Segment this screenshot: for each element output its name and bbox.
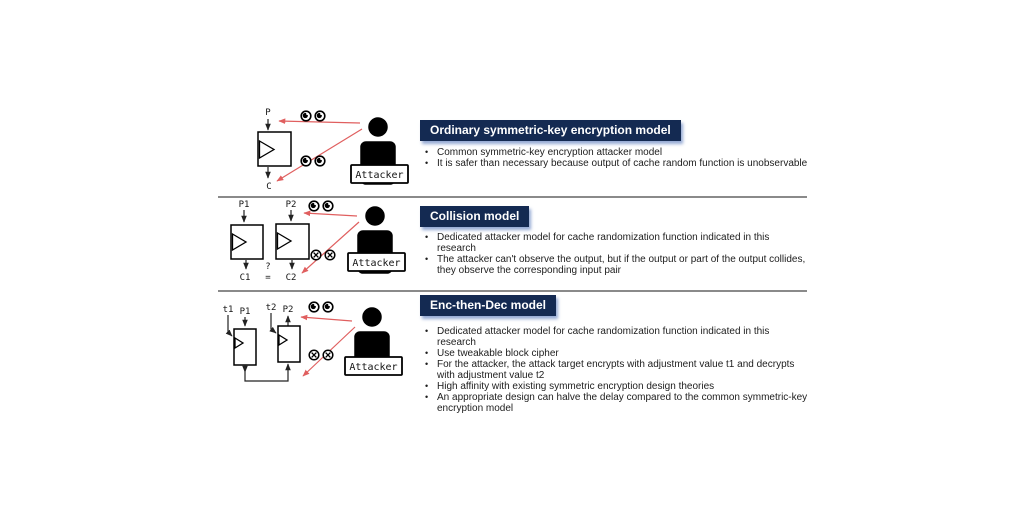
attacker-label: Attacker <box>352 258 401 269</box>
section-title-ordinary: Ordinary symmetric-key encryption model <box>420 120 681 141</box>
plaintext2-label: P2 <box>285 200 297 210</box>
crossed-eye-icon <box>323 350 333 360</box>
bullet-marker: • <box>425 232 429 242</box>
plaintext1-label: P1 <box>239 307 251 317</box>
bullet-marker: • <box>425 381 429 391</box>
eye-icon <box>301 111 311 121</box>
section-divider <box>218 290 807 292</box>
diagram-collision-model <box>220 196 415 288</box>
tweak2-arrow <box>271 313 276 333</box>
tweak1-arrow <box>228 315 232 336</box>
bullet-text: Common symmetric-key encryption attacker model <box>437 147 663 158</box>
bullet-text: Use tweakable block cipher <box>437 348 559 359</box>
bullet-item <box>420 381 810 392</box>
bullet-item <box>420 392 810 414</box>
plaintext-label: P <box>265 108 271 118</box>
ciphertext2-label: C2 <box>285 273 297 283</box>
attacker-label: Attacker <box>355 170 404 181</box>
bullet-text: High affinity with existing symmetric encryption design theories <box>437 381 715 392</box>
bullet-marker: • <box>425 254 429 264</box>
bullet-text: An appropriate design can halve the delay compared to the common symmetric-key encryption model <box>437 392 808 414</box>
bullet-list-ordinary <box>420 147 810 169</box>
equals-label: = <box>265 273 271 283</box>
diagram-ordinary-model <box>220 106 415 196</box>
bullet-list-enc-then-dec <box>420 326 810 414</box>
tweak1-label: t1 <box>222 305 234 315</box>
eye-icon <box>323 302 333 312</box>
observe-input-arrow <box>304 213 357 216</box>
bullet-item <box>420 158 810 169</box>
question-mark-label: ? <box>265 262 271 272</box>
eye-icon <box>315 156 325 166</box>
plaintext2-label: P2 <box>282 305 294 315</box>
bullet-item <box>420 326 810 348</box>
diagram-enc-then-dec-model <box>220 293 415 395</box>
crossed-eye-icon <box>325 250 335 260</box>
bullet-list-collision <box>420 232 810 276</box>
eye-icon <box>323 201 333 211</box>
bullet-item <box>420 232 810 254</box>
eye-icon <box>315 111 325 121</box>
section-title-collision: Collision model <box>420 206 529 227</box>
bullet-marker: • <box>425 326 429 336</box>
bullet-item <box>420 359 810 381</box>
ciphertext-label: C <box>266 182 272 192</box>
tweak2-label: t2 <box>265 303 277 313</box>
bullet-text: It is safer than necessary because output of cache random function is unobservable <box>437 158 808 169</box>
bullet-item <box>420 254 810 276</box>
bullet-marker: • <box>425 392 429 402</box>
attacker-figure <box>351 116 408 186</box>
enc-to-dec-connector <box>245 364 288 381</box>
crossed-eye-icon <box>309 350 319 360</box>
bullet-text: Dedicated attacker model for cache randomization function indicated in this research <box>437 232 770 254</box>
attacker-figure <box>345 306 402 376</box>
attacker-label: Attacker <box>349 362 398 373</box>
section-title-enc-then-dec: Enc-then-Dec model <box>420 295 556 316</box>
bullet-marker: • <box>425 348 429 358</box>
plaintext1-label: P1 <box>238 200 250 210</box>
bullet-marker: • <box>425 147 429 157</box>
eye-icon <box>309 201 319 211</box>
crossed-eye-icon <box>311 250 321 260</box>
bullet-item <box>420 147 810 158</box>
observe-input-arrow <box>301 317 352 321</box>
bullet-text: Dedicated attacker model for cache randomization function indicated in this research <box>437 326 770 348</box>
bullet-item <box>420 348 810 359</box>
bullet-text: The attacker can't observe the output, but if the output or part of the output collides, they observe the corresponding input pair <box>437 254 806 276</box>
eye-icon <box>301 156 311 166</box>
bullet-marker: • <box>425 359 429 369</box>
eye-icon <box>309 302 319 312</box>
bullet-marker: • <box>425 158 429 168</box>
ciphertext1-label: C1 <box>239 273 251 283</box>
bullet-text: For the attacker, the attack target encrypts with adjustment value t1 and decrypts with adjustment value t2 <box>437 359 795 381</box>
